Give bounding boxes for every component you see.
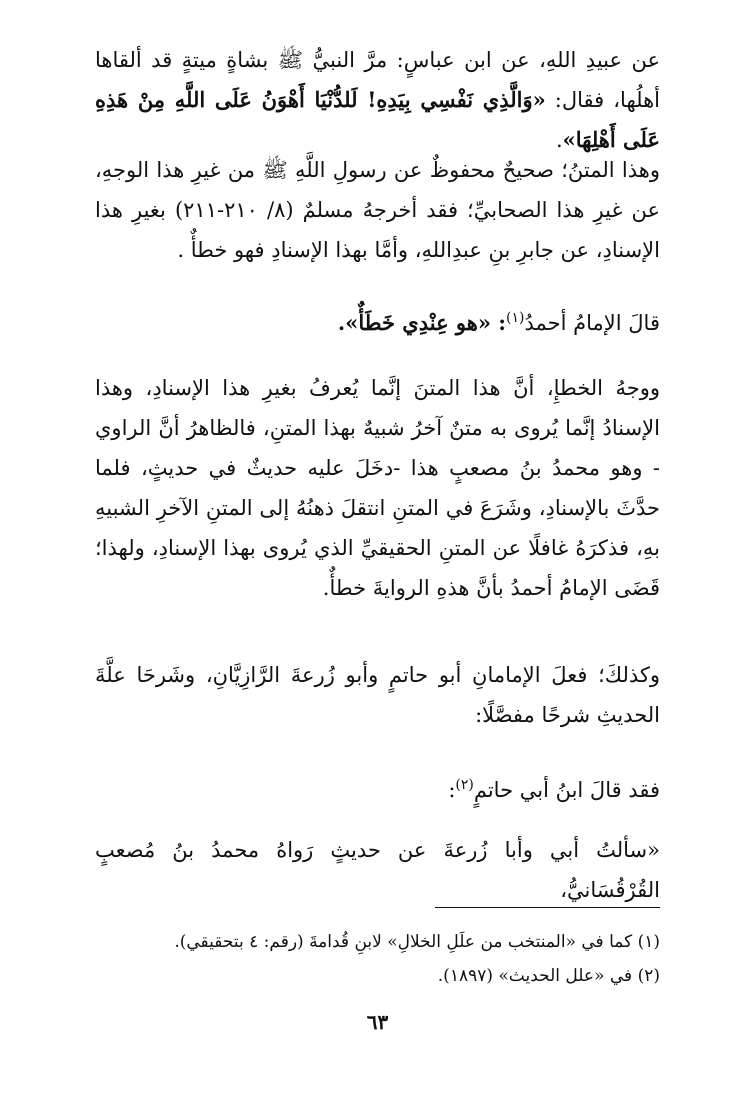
ahmad-quote: : «هو عِنْدِي خَطَأٌ». xyxy=(337,310,507,335)
footnote-2: (٢) في «علل الحديث» (١٨٩٧). xyxy=(437,966,660,986)
paragraph-question: «سألتُ أبي وأبا زُرعةَ عن حديثٍ رَواهُ محمدُ بنُ مُصعبٍ القُرْقُسَانيُّ، xyxy=(95,838,660,902)
paragraph-matn-note: وهذا المتنُ؛ صحيحٌ محفوظٌ عن رسولِ اللَّهِ ﷺ من غيرِ هذا الوجهِ، عن غيرِ هذا الصحابيِّ؛ فقد أخرجهُ مسلمٌ (٨/ ٢١٠-٢١١) بغيرِ هذا الإسنادِ، عن جابرِ بنِ عبدِاللهِ، وأمَّا بهذا الإسنادِ فهو خطأٌ . xyxy=(95,158,660,262)
paragraph-error-explanation: ووجهُ الخطإِ، أنَّ هذا المتنَ إنَّما يُعرفُ بغيرِ هذا الإسنادِ، وهذا الإسنادُ إنَّما يُروى به متنٌ آخرُ شبيهٌ بهذا المتنِ، فالظاهرُ أنَّ الراوي - وهو محمدُ بنُ مصعبٍ هذا -دخَلَ عليه حديثٌ في حديثٍ، فلما حدَّثَ بالإسنادِ، وشَرَعَ في المتنِ انتقلَ ذهنُهُ إلى المتنِ الآخرِ الشبيهِ بهِ، فذكرَهُ غافلًا عن المتنِ الحقيقيِّ الذي يُروى بهذا الإسنادِ، ولهذا؛ قَضَى الإمامُ أحمدُ بأنَّ هذهِ الروايةَ خطأٌ. xyxy=(95,376,660,600)
hadith-end-dot: . xyxy=(555,128,563,152)
paragraph-ahmad-saying xyxy=(95,298,660,343)
footnote-ref-1[interactable]: (١) xyxy=(506,310,525,326)
paragraph-hadith xyxy=(95,40,660,160)
footnote-divider xyxy=(435,907,660,908)
page-number: ٦٣ xyxy=(366,1010,389,1034)
footnote-1: (١) كما في «المنتخب من علَلِ الخلالِ» لابنِ قُدامةَ (رقم: ٤ بتحقيقي). xyxy=(174,932,660,952)
hadith-quote: «وَالَّذِي نَفْسِي بِيَدِهِ! لَلدُّنْيَا أَهْوَنُ عَلَى اللَّهِ مِنْ هَذِهِ عَلَى أَهْلِهَا» xyxy=(95,87,660,152)
footnote-ref-2[interactable]: (٢) xyxy=(455,777,474,793)
ibn-abi-hatim-intro: فقد قالَ ابنُ أبي حاتمٍ xyxy=(473,778,660,802)
hadith-narration: عن عبيدِ اللهِ، عن ابن عباسٍ: مرَّ النبيُّ ﷺ بشاةٍ ميتةٍ قد ألقاها أهلُها، فقال: xyxy=(95,48,660,112)
paragraph-ibn-abi-hatim xyxy=(95,765,660,810)
paragraph-abu-hatim: وكذلكَ؛ فعلَ الإمامانِ أبو حاتمٍ وأبو زُرعةَ الرَّازِيَّانِ، وشَرحَا علَّةَ الحديثِ شرحًا مفصَّلًا: xyxy=(95,663,660,727)
footnotes xyxy=(95,925,660,993)
ibn-abi-hatim-colon: : xyxy=(448,778,456,802)
ahmad-intro: قالَ الإمامُ أحمدُ xyxy=(524,311,660,335)
